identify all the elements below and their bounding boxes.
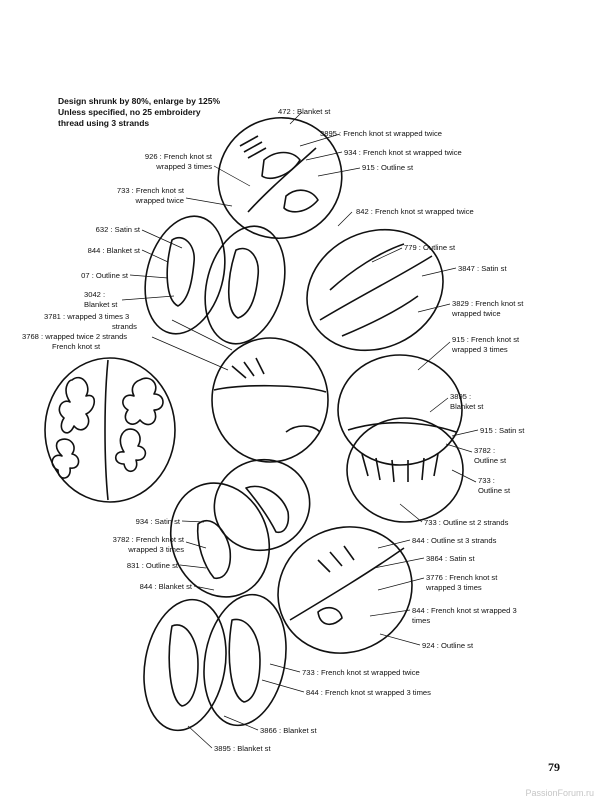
seed-pod-right-mid xyxy=(338,355,463,522)
seed-pod-center xyxy=(212,338,328,462)
label-3847: 3847 : Satin st xyxy=(458,264,507,273)
label-733-knot-2: 733 : French knot st wrapped twice xyxy=(302,668,420,677)
note-line-3: thread using 3 strands xyxy=(58,118,150,128)
label-844-knot-4: 844 : French knot st wrapped 3 times xyxy=(306,688,431,697)
seed-pod-top xyxy=(201,100,359,255)
label-3829: 3829 : French knot st wrapped twice xyxy=(452,299,524,318)
label-779: 779 : Outline st xyxy=(404,243,456,252)
label-844-outline: 844 : Outline st 3 strands xyxy=(412,536,497,545)
label-3776: 3776 : French knot st wrapped 3 times xyxy=(426,573,498,592)
label-3768: 3768 : wrapped twice 2 strands French knot st xyxy=(22,332,128,351)
label-844-knot-3: 844 : French knot st wrapped 3 times xyxy=(412,606,517,625)
label-3895-blanket-2: 3895 : Blanket st xyxy=(214,744,271,753)
label-733-knot: 733 : French knot st wrapped twice xyxy=(116,186,184,205)
label-842: 842 : French knot st wrapped twice xyxy=(356,207,474,216)
note-line-2: Unless specified, no 25 embroidery xyxy=(58,107,201,117)
label-3895-blanket: 3895 : Blanket st xyxy=(450,392,484,411)
note-line-1: Design shrunk by 80%, enlarge by 125% xyxy=(58,96,221,106)
label-3042: 3042 : Blanket st xyxy=(84,290,118,309)
seed-pod-bottom-left-pair xyxy=(134,588,296,737)
label-3866: 3866 : Blanket st xyxy=(260,726,317,735)
seed-pod-large-left xyxy=(45,358,175,502)
label-733-outline-2: 733 : Outline st 2 strands xyxy=(424,518,509,527)
label-733-outline: 733 : Outline st xyxy=(478,476,511,495)
seed-pod-left-pair xyxy=(133,207,297,353)
label-934-knot: 934 : French knot st wrapped twice xyxy=(344,148,462,157)
label-3781: 3781 : wrapped 3 times 3 strands xyxy=(44,312,137,331)
page-number: 79 xyxy=(548,760,560,774)
label-3895-knot: 3895 : French knot st wrapped twice xyxy=(320,129,442,138)
label-831: 831 : Outline st xyxy=(126,561,178,570)
label-844-blanket-top: 844 : Blanket st xyxy=(87,246,140,255)
label-632: 632 : Satin st xyxy=(95,225,140,234)
label-07: 07 : Outline st xyxy=(81,271,128,280)
label-472: 472 : Blanket st xyxy=(278,107,331,116)
label-844-blanket-mid: 844 : Blanket st xyxy=(139,582,192,591)
label-3782-outline: 3782 : Outline st xyxy=(474,446,507,465)
label-3782-knot: 3782 : French knot st wrapped 3 times xyxy=(112,535,184,554)
label-934-satin: 934 : Satin st xyxy=(135,517,180,526)
label-3864: 3864 : Satin st xyxy=(426,554,475,563)
watermark: PassionForum.ru xyxy=(525,788,594,798)
label-915-knot: 915 : French knot st wrapped 3 times xyxy=(452,335,520,354)
label-926: 926 : French knot st wrapped 3 times xyxy=(144,152,212,171)
label-915-satin: 915 : Satin st xyxy=(480,426,525,435)
label-915-outline: 915 : Outline st xyxy=(362,163,414,172)
seed-pod-right-top xyxy=(287,208,463,372)
label-924: 924 : Outline st xyxy=(422,641,474,650)
